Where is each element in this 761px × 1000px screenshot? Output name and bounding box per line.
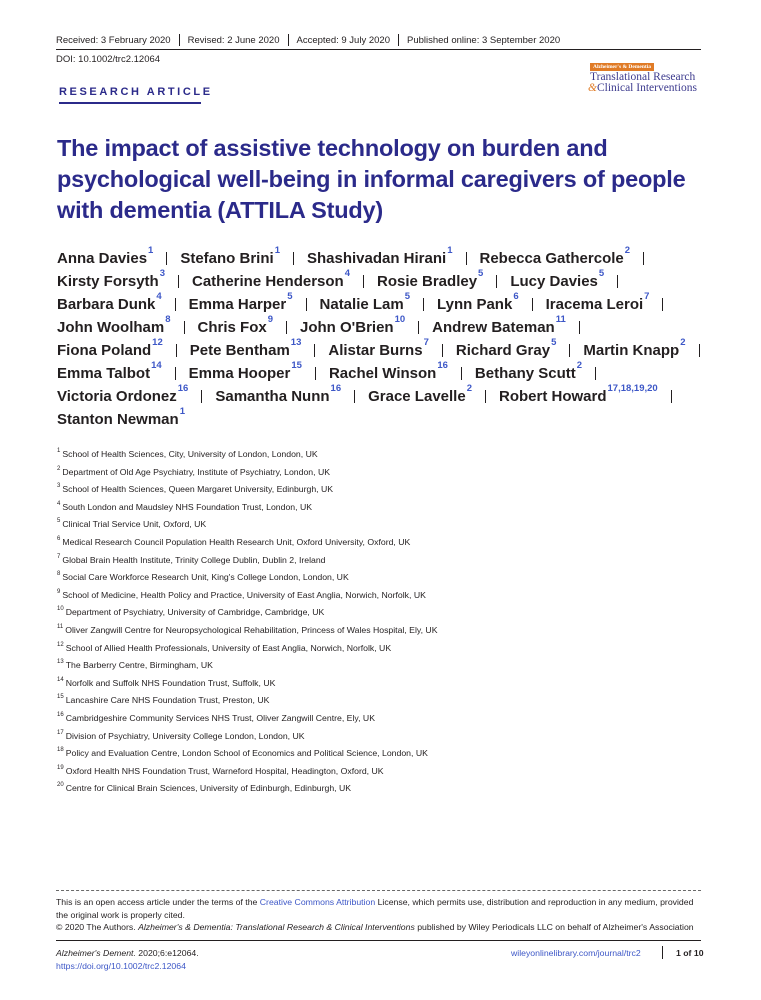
author-affiliation-ref[interactable]: 6 [513, 291, 519, 302]
author-name: Robert Howard [498, 388, 607, 405]
author-separator [178, 275, 179, 288]
affiliation-number: 5 [57, 518, 61, 525]
author[interactable] [57, 314, 171, 336]
author-line [57, 247, 717, 270]
affiliation-number: 14 [57, 676, 64, 683]
affiliation [57, 467, 717, 485]
received-date: Received: 3 February 2020 [56, 34, 171, 46]
page-divider [662, 946, 663, 959]
affiliation-text: South London and Maudsley NHS Foundation Trust, London, UK [62, 501, 313, 512]
footer-rule [56, 940, 701, 941]
author-name: Pete Bentham [189, 342, 290, 359]
author-name: Emma Harper [188, 296, 287, 313]
author[interactable] [328, 360, 448, 382]
author[interactable] [474, 360, 583, 382]
affiliation-number: 2 [57, 465, 61, 472]
author-separator [175, 298, 176, 311]
accepted-date: Accepted: 9 July 2020 [296, 34, 390, 46]
affiliation [57, 590, 717, 608]
wiley-journal-link[interactable]: wileyonlinelibrary.com/journal/trc2 [511, 948, 641, 958]
author-separator [184, 321, 185, 334]
author-name: Anna Davies [57, 250, 148, 267]
author-separator [418, 321, 419, 334]
revised-date: Revised: 2 June 2020 [187, 34, 280, 46]
citation [56, 948, 199, 958]
author-name: Catherine Henderson [192, 273, 344, 290]
affiliation-text: Lancashire Care NHS Foundation Trust, Preston, UK [65, 695, 270, 706]
author-affiliation-ref[interactable]: 16 [177, 383, 189, 394]
affiliation-text: School of Medicine, Health Policy and Practice, University of East Anglia, Norwich, Norfolk, UK [62, 589, 426, 600]
affiliation-text: Department of Old Age Psychiatry, Institute of Psychiatry, London, UK [62, 466, 331, 477]
affiliation-text: Division of Psychiatry, University College London, London, UK [65, 730, 305, 741]
author-affiliation-ref[interactable]: 11 [555, 314, 566, 325]
author-separator [314, 344, 315, 357]
affiliation-number: 1 [57, 448, 61, 454]
affiliation-text: Social Care Workforce Research Unit, King's College London, London, UK [62, 572, 349, 583]
author-name: John Woolham [57, 319, 165, 336]
affiliation-number: 20 [57, 782, 64, 789]
affiliation [57, 695, 717, 713]
affiliation-text: School of Allied Health Professionals, University of East Anglia, Norwich, Norfolk, UK [65, 642, 392, 653]
author-separator [466, 252, 467, 265]
author-name: Emma Hooper [188, 365, 291, 382]
author-separator [315, 367, 316, 380]
affiliation-number: 9 [57, 588, 61, 595]
author-name: Samantha Nunn [215, 388, 330, 405]
article-title: The impact of assistive technology on burden and psychological well-being in informal caregivers of people with dementia (ATTILA Study) [57, 135, 686, 223]
author-name: Natalie Lam [319, 296, 404, 313]
header-rule [56, 49, 701, 50]
affiliation-text: School of Health Sciences, Queen Margaret University, Edinburgh, UK [62, 484, 334, 495]
author-name: Lucy Davies [510, 273, 598, 290]
author-separator [532, 298, 533, 311]
author-affiliation-ref[interactable]: 8 [165, 314, 171, 325]
citation-volume: 2020;6:e12064. [135, 948, 199, 958]
affiliation-number: 15 [57, 694, 64, 701]
author-separator [496, 275, 497, 288]
author-separator [461, 367, 462, 380]
published-date: Published online: 3 September 2020 [406, 34, 561, 46]
author-separator [485, 390, 486, 403]
author-name: Chris Fox [197, 319, 267, 336]
author-affiliation-ref[interactable]: 1 [274, 245, 280, 256]
author[interactable] [319, 291, 411, 313]
open-access-notice [56, 896, 704, 922]
affiliation [57, 713, 717, 731]
author-name: Kirsty Forsyth [57, 273, 159, 290]
affiliation-number: 8 [57, 571, 61, 578]
author[interactable] [377, 268, 484, 290]
affiliation-number: 16 [57, 711, 64, 718]
author-affiliation-ref[interactable]: 2 [466, 383, 472, 394]
author[interactable] [368, 383, 472, 405]
footer-dashed-rule [56, 890, 701, 891]
author-affiliation-ref[interactable]: 16 [330, 383, 342, 394]
author-affiliation-ref[interactable]: 13 [290, 337, 302, 348]
author-name: Grace Lavelle [368, 388, 466, 405]
affiliation-number: 17 [57, 729, 64, 736]
author-affiliation-ref[interactable]: 1 [179, 406, 185, 417]
journal-logo-line2-wrap [588, 82, 697, 94]
author-separator [176, 344, 177, 357]
affiliation-number: 10 [57, 606, 64, 613]
divider [288, 34, 289, 46]
affiliation [57, 502, 717, 520]
affiliation-text: Medical Research Council Population Health Research Unit, Oxford University, Oxford, UK [62, 536, 411, 547]
copyright-notice [56, 922, 704, 932]
author-affiliation-ref[interactable]: 14 [151, 360, 162, 371]
author-affiliation-ref[interactable]: 5 [404, 291, 411, 302]
affiliation-text: Cambridgeshire Community Services NHS Trust, Oliver Zangwill Centre, Ely, UK [65, 712, 375, 723]
author-name: Martin Knapp [583, 342, 680, 359]
affiliation [57, 607, 717, 625]
author-separator [166, 252, 167, 265]
author-separator [643, 252, 644, 265]
author-separator [617, 275, 618, 288]
author-name: Bethany Scutt [474, 365, 576, 382]
author[interactable] [57, 268, 165, 290]
author-affiliation-ref[interactable]: 5 [478, 268, 484, 279]
author-separator [662, 298, 663, 311]
author-line [57, 316, 717, 339]
author-name: Rebecca Gathercole [479, 250, 624, 267]
author-affiliation-ref[interactable]: 7 [644, 291, 650, 302]
journal-logo-amp: & [588, 82, 597, 94]
affiliation-text: Department of Psychiatry, University of Cambridge, Cambridge, UK [65, 607, 325, 618]
author-name: Stefano Brini [180, 250, 274, 267]
article-type-underline [59, 102, 201, 104]
author-separator [595, 367, 596, 380]
author-affiliation-ref[interactable]: 17,18,19,20 [607, 383, 658, 394]
affiliation-text: School of Health Sciences, City, University of London, London, UK [62, 449, 318, 459]
affiliation-text: Global Brain Health Institute, Trinity College Dublin, Dublin 2, Ireland [62, 554, 326, 565]
affiliation-number: 3 [57, 483, 61, 490]
author-affiliation-ref[interactable]: 2 [624, 245, 631, 256]
author-affiliation-ref[interactable]: 10 [394, 314, 406, 325]
affiliation [57, 731, 717, 749]
author-affiliation-ref[interactable]: 15 [291, 360, 302, 371]
affiliation-text: Oliver Zangwill Centre for Neuropsychological Rehabilitation, Princess of Wales Hospital, Ely, UK [65, 624, 438, 635]
author-separator [699, 344, 700, 357]
affiliation [57, 660, 717, 678]
author[interactable] [300, 314, 406, 336]
author-line [57, 293, 717, 316]
author-name: Stanton Newman [57, 411, 179, 428]
affiliation-text: Norfolk and Suffolk NHS Foundation Trust, Suffolk, UK [65, 677, 276, 688]
author-name: Victoria Ordonez [57, 388, 177, 405]
author-affiliation-ref[interactable]: 3 [159, 268, 165, 279]
page-number: 1 of 10 [676, 948, 704, 958]
author-name: Iracema Leroi [545, 296, 644, 313]
author-name: Shashivadan Hirani [306, 250, 447, 267]
author-name: John O'Brien [300, 319, 394, 336]
affiliation [57, 449, 717, 467]
author-line [57, 362, 717, 385]
affiliation [57, 625, 717, 643]
divider [398, 34, 399, 46]
journal-logo-line1: Translational Research [590, 71, 696, 83]
affiliation-text: Policy and Evaluation Centre, London School of Economics and Political Science, London, UK [65, 748, 428, 759]
affiliation-list [57, 449, 717, 801]
author-line [57, 339, 717, 362]
author-line [57, 270, 717, 293]
author[interactable] [328, 337, 429, 359]
author-line [57, 385, 717, 408]
author[interactable] [437, 291, 519, 313]
author-separator [201, 390, 202, 403]
doi: DOI: 10.1002/trc2.12064 [56, 54, 161, 65]
author-name: Alistar Burns [328, 342, 423, 359]
affiliation-number: 7 [57, 553, 61, 560]
author[interactable] [188, 291, 293, 313]
author-affiliation-ref[interactable]: 1 [148, 245, 154, 256]
author[interactable] [510, 268, 605, 290]
author-separator [423, 298, 424, 311]
author-name: Fiona Poland [57, 342, 152, 359]
author-line [57, 408, 717, 431]
author-affiliation-ref[interactable]: 1 [447, 245, 453, 256]
author[interactable] [192, 268, 350, 290]
author-affiliation-ref[interactable]: 4 [344, 268, 350, 279]
affiliation-text: Centre for Clinical Brain Sciences, University of Edinburgh, Edinburgh, UK [65, 783, 352, 794]
author-name: Richard Gray [455, 342, 551, 359]
author-separator [175, 367, 176, 380]
author-affiliation-ref[interactable]: 5 [287, 291, 293, 302]
journal-logo-line2: Clinical Interventions [596, 82, 697, 94]
author-affiliation-ref[interactable]: 16 [437, 360, 448, 371]
author-name: Andrew Bateman [432, 319, 555, 336]
author-separator [442, 344, 443, 357]
author-affiliation-ref[interactable]: 9 [267, 314, 274, 325]
affiliation-text: The Barberry Centre, Birmingham, UK [65, 660, 213, 671]
affiliation [57, 748, 717, 766]
creative-commons-link[interactable]: Creative Commons Attribution [259, 897, 376, 907]
author[interactable] [432, 314, 566, 336]
author-affiliation-ref[interactable]: 5 [598, 268, 605, 279]
citation-doi-link[interactable]: https://doi.org/10.1002/trc2.12064 [56, 961, 186, 971]
oa-text-before: This is an open access article under the terms of the [56, 897, 260, 907]
author[interactable] [57, 360, 162, 382]
author[interactable] [215, 383, 342, 405]
author-affiliation-ref[interactable]: 2 [576, 360, 583, 371]
author[interactable] [57, 245, 154, 267]
author-separator [579, 321, 580, 334]
citation-journal: Alzheimer's Dement. [56, 948, 136, 958]
author-affiliation-ref[interactable]: 12 [152, 337, 163, 348]
journal-logo[interactable] [588, 63, 704, 95]
divider [179, 34, 180, 46]
publication-history [56, 33, 701, 47]
author-affiliation-ref[interactable]: 5 [551, 337, 557, 348]
author-name: Lynn Pank [437, 296, 513, 313]
author[interactable] [180, 245, 280, 267]
affiliation [57, 555, 717, 573]
article-type: RESEARCH ARTICLE [59, 86, 213, 98]
author-affiliation-ref[interactable]: 4 [156, 291, 162, 302]
author-affiliation-ref[interactable]: 7 [423, 337, 429, 348]
affiliation [57, 643, 717, 661]
author-separator [363, 275, 364, 288]
author[interactable] [455, 337, 557, 359]
affiliation-number: 4 [57, 500, 61, 507]
affiliation-number: 19 [57, 764, 64, 771]
author-affiliation-ref[interactable]: 2 [680, 337, 686, 348]
author[interactable] [57, 291, 162, 313]
author-name: Emma Talbot [57, 365, 151, 382]
author-name: Barbara Dunk [57, 296, 156, 313]
affiliation [57, 537, 717, 555]
affiliation-text: Clinical Trial Service Unit, Oxford, UK [62, 519, 207, 530]
affiliation-text: Oxford Health NHS Foundation Trust, Warneford Hospital, Headington, Oxford, UK [65, 765, 384, 776]
journal-logo-badge: Alzheimer's & Dementia [590, 63, 654, 71]
author[interactable] [498, 383, 658, 405]
affiliation-number: 12 [57, 641, 64, 648]
affiliation-number: 11 [57, 623, 64, 630]
affiliation [57, 678, 717, 696]
author[interactable] [545, 291, 650, 313]
affiliation [57, 572, 717, 590]
author-separator [671, 390, 672, 403]
author[interactable] [189, 337, 302, 359]
author-separator [293, 252, 294, 265]
author-separator [286, 321, 287, 334]
copyright-after: published by Wiley Periodicals LLC on behalf of Alzheimer's Association [414, 922, 694, 932]
affiliation [57, 484, 717, 502]
author-separator [569, 344, 570, 357]
author[interactable] [197, 314, 274, 336]
author-list [57, 247, 717, 431]
affiliation [57, 783, 717, 801]
author-separator [306, 298, 307, 311]
affiliation [57, 766, 717, 784]
author[interactable] [306, 245, 453, 267]
copyright-before: © 2020 The Authors. [56, 922, 139, 932]
affiliation-number: 6 [57, 535, 61, 542]
author[interactable] [57, 383, 189, 405]
affiliation [57, 519, 717, 537]
author[interactable] [583, 337, 686, 359]
author[interactable] [188, 360, 302, 382]
author[interactable] [57, 406, 185, 428]
author[interactable] [57, 337, 163, 359]
oa-text-after: License, which permits use, distribution and reproduction in any medium, provided the original work is properly cited. [56, 897, 694, 920]
author-name: Rosie Bradley [377, 273, 478, 290]
author-name: Rachel Winson [328, 365, 437, 382]
affiliation-number: 18 [57, 747, 64, 754]
affiliation-number: 13 [57, 659, 64, 666]
author[interactable] [479, 245, 631, 267]
copyright-journal: Alzheimer's & Dementia: Translational Research & Clinical Interventions [138, 922, 415, 932]
author-separator [354, 390, 355, 403]
